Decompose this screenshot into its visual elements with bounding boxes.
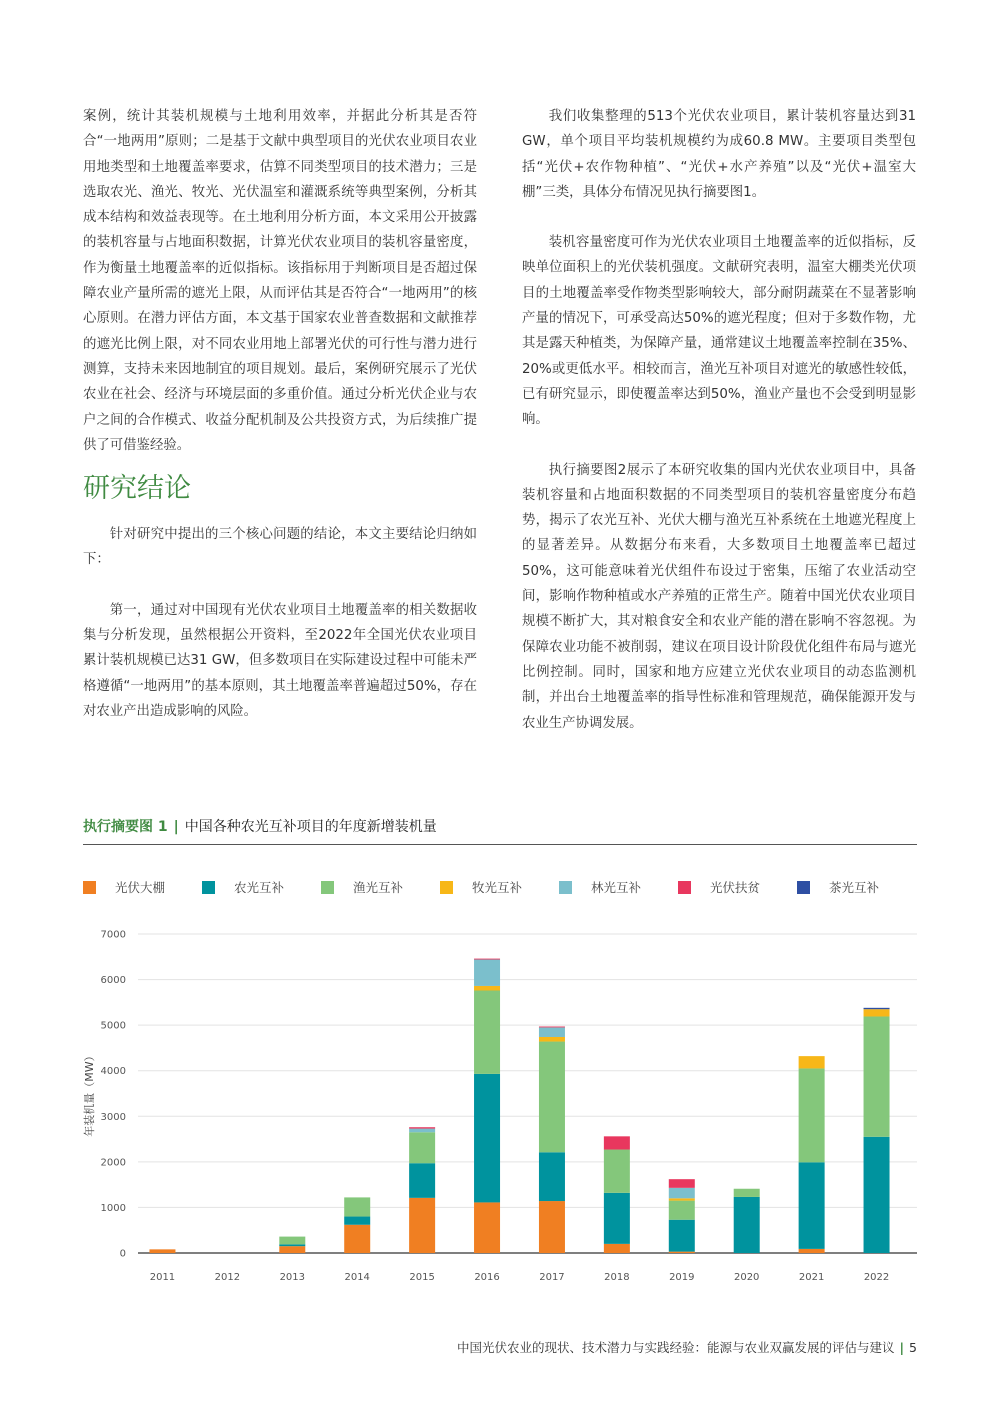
- bar-segment: [409, 1127, 435, 1128]
- bar-segment: [474, 1074, 500, 1203]
- bar-segment: [864, 1137, 890, 1253]
- bar-segment: [539, 1027, 565, 1028]
- bar-segment: [604, 1244, 630, 1253]
- legend-label: 林光互补: [591, 880, 642, 895]
- x-tick-label: 2022: [863, 1272, 890, 1283]
- footer-title: 中国光伏农业的现状、技术潜力与实践经验：能源与农业双赢发展的评估与建议: [456, 1340, 895, 1355]
- legend-swatch: [202, 881, 215, 894]
- bar-segment: [799, 1162, 825, 1249]
- legend-label: 光伏扶贫: [710, 880, 761, 895]
- right-column: [522, 104, 916, 736]
- legend-swatch: [678, 881, 691, 894]
- bar-segment: [669, 1201, 695, 1220]
- bar-segment: [799, 1249, 825, 1253]
- bar-segment: [279, 1237, 305, 1245]
- bar-segment: [539, 1201, 565, 1253]
- bar-segment: [409, 1132, 435, 1163]
- figure-title: 中国各种农光互补项目的年度新增装机量: [184, 819, 437, 835]
- legend-swatch: [440, 881, 453, 894]
- legend-label: 光伏大棚: [115, 880, 166, 895]
- chart-legend: [83, 878, 917, 898]
- bar-segment: [409, 1163, 435, 1198]
- body-paragraph-2: 装机容量密度可作为光伏农业项目土地覆盖率的近似指标，反映单位面积上的光伏装机强度。文献研究表明，温室大棚类光伏项目的土地覆盖率受作物类型影响较大，部分耐阴蔬菜在不显著影响产量的情况下，可承受高达50%的遮光程度；但对于多数作物，尤其是露天种植类，为保障产量，通常建议土地覆盖率控制在35%、20%或更低水平。相较而言，渔光互补项目对遮光的敏感性较低，已有研究显示，即使覆盖率达到50%，渔业产量也不会受到明显影响。: [522, 235, 916, 428]
- x-tick-label: 2017: [539, 1272, 565, 1283]
- bar-segment: [474, 986, 500, 991]
- y-tick-label: 7000: [100, 929, 126, 941]
- body-paragraph-3: 执行摘要图2展示了本研究收集的国内光伏农业项目中，具备装机容量和占地面积数据的不同类型项目的装机容量密度分布趋势，揭示了农光互补、光伏大棚与渔光互补系统在土地遮光程度上的显著差异。从数据分布来看，大多数项目土地覆盖率已超过50%，这可能意味着光伏组件布设过于密集，压缩了农业活动空间，影响作物种植或水产养殖的正常生产。随着中国光伏农业项目规模不断扩大，其对粮食安全和农业产能的潜在影响不容忽视。为保障农业功能不被削弱，建议在项目设计阶段优化组件布局与遮光比例控制。同时，国家和地方应建立光伏农业项目的动态监测机制，并出台土地覆盖率的指导性标准和管理规范，确保能源开发与农业生产协调发展。: [522, 462, 916, 731]
- y-tick-label: 0: [119, 1248, 126, 1260]
- left-column: [83, 104, 477, 724]
- y-tick-label: 6000: [100, 975, 126, 987]
- bar-segment: [604, 1193, 630, 1244]
- bar-segment: [669, 1252, 695, 1253]
- bar-segment: [474, 960, 500, 986]
- bar-segment: [669, 1198, 695, 1200]
- x-tick-label: 2019: [669, 1272, 695, 1283]
- x-tick-label: 2020: [733, 1272, 760, 1283]
- bar-segment: [669, 1179, 695, 1188]
- bar-segment: [474, 1202, 500, 1253]
- bar-segment: [669, 1188, 695, 1198]
- bar-segment: [734, 1189, 760, 1197]
- figure-label: 执行摘要图 1: [83, 819, 168, 835]
- x-tick-label: 2014: [344, 1272, 370, 1283]
- bar-segment: [864, 1016, 890, 1136]
- x-tick-label: 2012: [214, 1272, 241, 1283]
- legend-swatch: [559, 881, 572, 894]
- body-paragraph-1: 我们收集整理的513个光伏农业项目，累计装机容量达到31 GW，单个项目平均装机规模约为成60.8 MW。主要项目类型包括“光伏+农作物种植”、“光伏+水产养殖”以及“光伏+温室大棚”三类，具体分布情况见执行摘要图1。: [522, 109, 916, 200]
- bar-segment: [799, 1056, 825, 1068]
- bar-segment: [734, 1197, 760, 1253]
- x-tick-label: 2011: [149, 1272, 176, 1283]
- legend-label: 渔光互补: [353, 880, 404, 895]
- bar-segment: [539, 1037, 565, 1042]
- x-tick-label: 2015: [409, 1272, 435, 1283]
- legend-label: 牧光互补: [472, 880, 523, 895]
- y-tick-label: 2000: [100, 1157, 126, 1169]
- x-tick-label: 2016: [474, 1272, 500, 1283]
- bar-segment: [539, 1027, 565, 1037]
- legend-swatch: [321, 881, 334, 894]
- page-footer: [83, 1338, 917, 1358]
- bar-segment: [474, 991, 500, 1074]
- bar-segment: [669, 1220, 695, 1252]
- footer-separator: |: [899, 1340, 905, 1355]
- bar-segment: [149, 1249, 175, 1253]
- bar-segment: [539, 1152, 565, 1201]
- figure-separator: |: [173, 819, 179, 835]
- bar-segment: [279, 1244, 305, 1246]
- bar-segment: [864, 1009, 890, 1016]
- bar-segment: [604, 1150, 630, 1193]
- bar-segment: [344, 1217, 370, 1225]
- bar-segment: [864, 1008, 890, 1009]
- bar-segment: [409, 1198, 435, 1253]
- y-tick-label: 1000: [100, 1202, 126, 1214]
- x-tick-label: 2013: [279, 1272, 306, 1283]
- bar-segment: [799, 1068, 825, 1162]
- bar-segment: [344, 1197, 370, 1216]
- figure: [83, 816, 917, 1283]
- x-tick-label: 2018: [604, 1272, 630, 1283]
- x-tick-label: 2021: [798, 1272, 825, 1283]
- y-axis-title: 年装机量（MW）: [83, 1050, 96, 1137]
- page-number: 5: [909, 1340, 917, 1355]
- figure-header: [83, 816, 917, 845]
- conclusion-intro-paragraph: 针对研究中提出的三个核心问题的结论，本文主要结论归纳如下：: [83, 527, 477, 568]
- bar-segment: [474, 959, 500, 960]
- bar-segment: [409, 1129, 435, 1133]
- bar-segment: [344, 1225, 370, 1253]
- section-title: 研究结论: [83, 473, 191, 505]
- y-tick-label: 5000: [100, 1020, 126, 1032]
- legend-swatch: [797, 881, 810, 894]
- bar-segment: [539, 1042, 565, 1153]
- y-tick-label: 4000: [100, 1066, 126, 1078]
- legend-label: 茶光互补: [829, 880, 880, 895]
- legend-swatch: [83, 881, 96, 894]
- intro-paragraph: 案例，统计其装机规模与土地利用效率，并据此分析其是否符合“一地两用”原则；二是基于文献中典型项目的光伏农业项目农业用地类型和土地覆盖率要求，估算不同类型项目的技术潜力；三是选取农光、渔光、牧光、光伏温室和灌溉系统等典型案例，分析其成本结构和效益表现等。在土地利用分析方面，本文采用公开披露的装机容量与占地面积数据，计算光伏农业项目的装机容量密度，作为衡量土地覆盖率的近似指标。该指标用于判断项目是否超过保障农业产量所需的遮光上限，从而评估其是否符合“一地两用”的核心原则。在潜力评估方面，本文基于国家农业普查数据和文献推荐的遮光比例上限，对不同农业用地上部署光伏的可行性与潜力进行测算，支持未来因地制宜的项目规划。最后，案例研究展示了光伏农业在社会、经济与环境层面的多重价值。通过分析光伏企业与农户之间的合作模式、收益分配机制及公共投资方式，为后续推广提供了可借鉴经验。: [83, 109, 477, 453]
- first-conclusion-paragraph: 第一，通过对中国现有光伏农业项目土地覆盖率的相关数据收集与分析发现，虽然根据公开资料，至2022年全国光伏农业项目累计装机规模已达31 GW，但多数项目在实际建设过程中可能未严格遵循“一地两用”的基本原则，其土地覆盖率普遍超过50%，存在对农业产出造成影响的风险。: [83, 602, 477, 719]
- y-tick-label: 3000: [100, 1111, 126, 1123]
- legend-label: 农光互补: [234, 880, 285, 895]
- bar-segment: [279, 1246, 305, 1253]
- chart: [83, 916, 917, 1296]
- bar-segment: [604, 1136, 630, 1149]
